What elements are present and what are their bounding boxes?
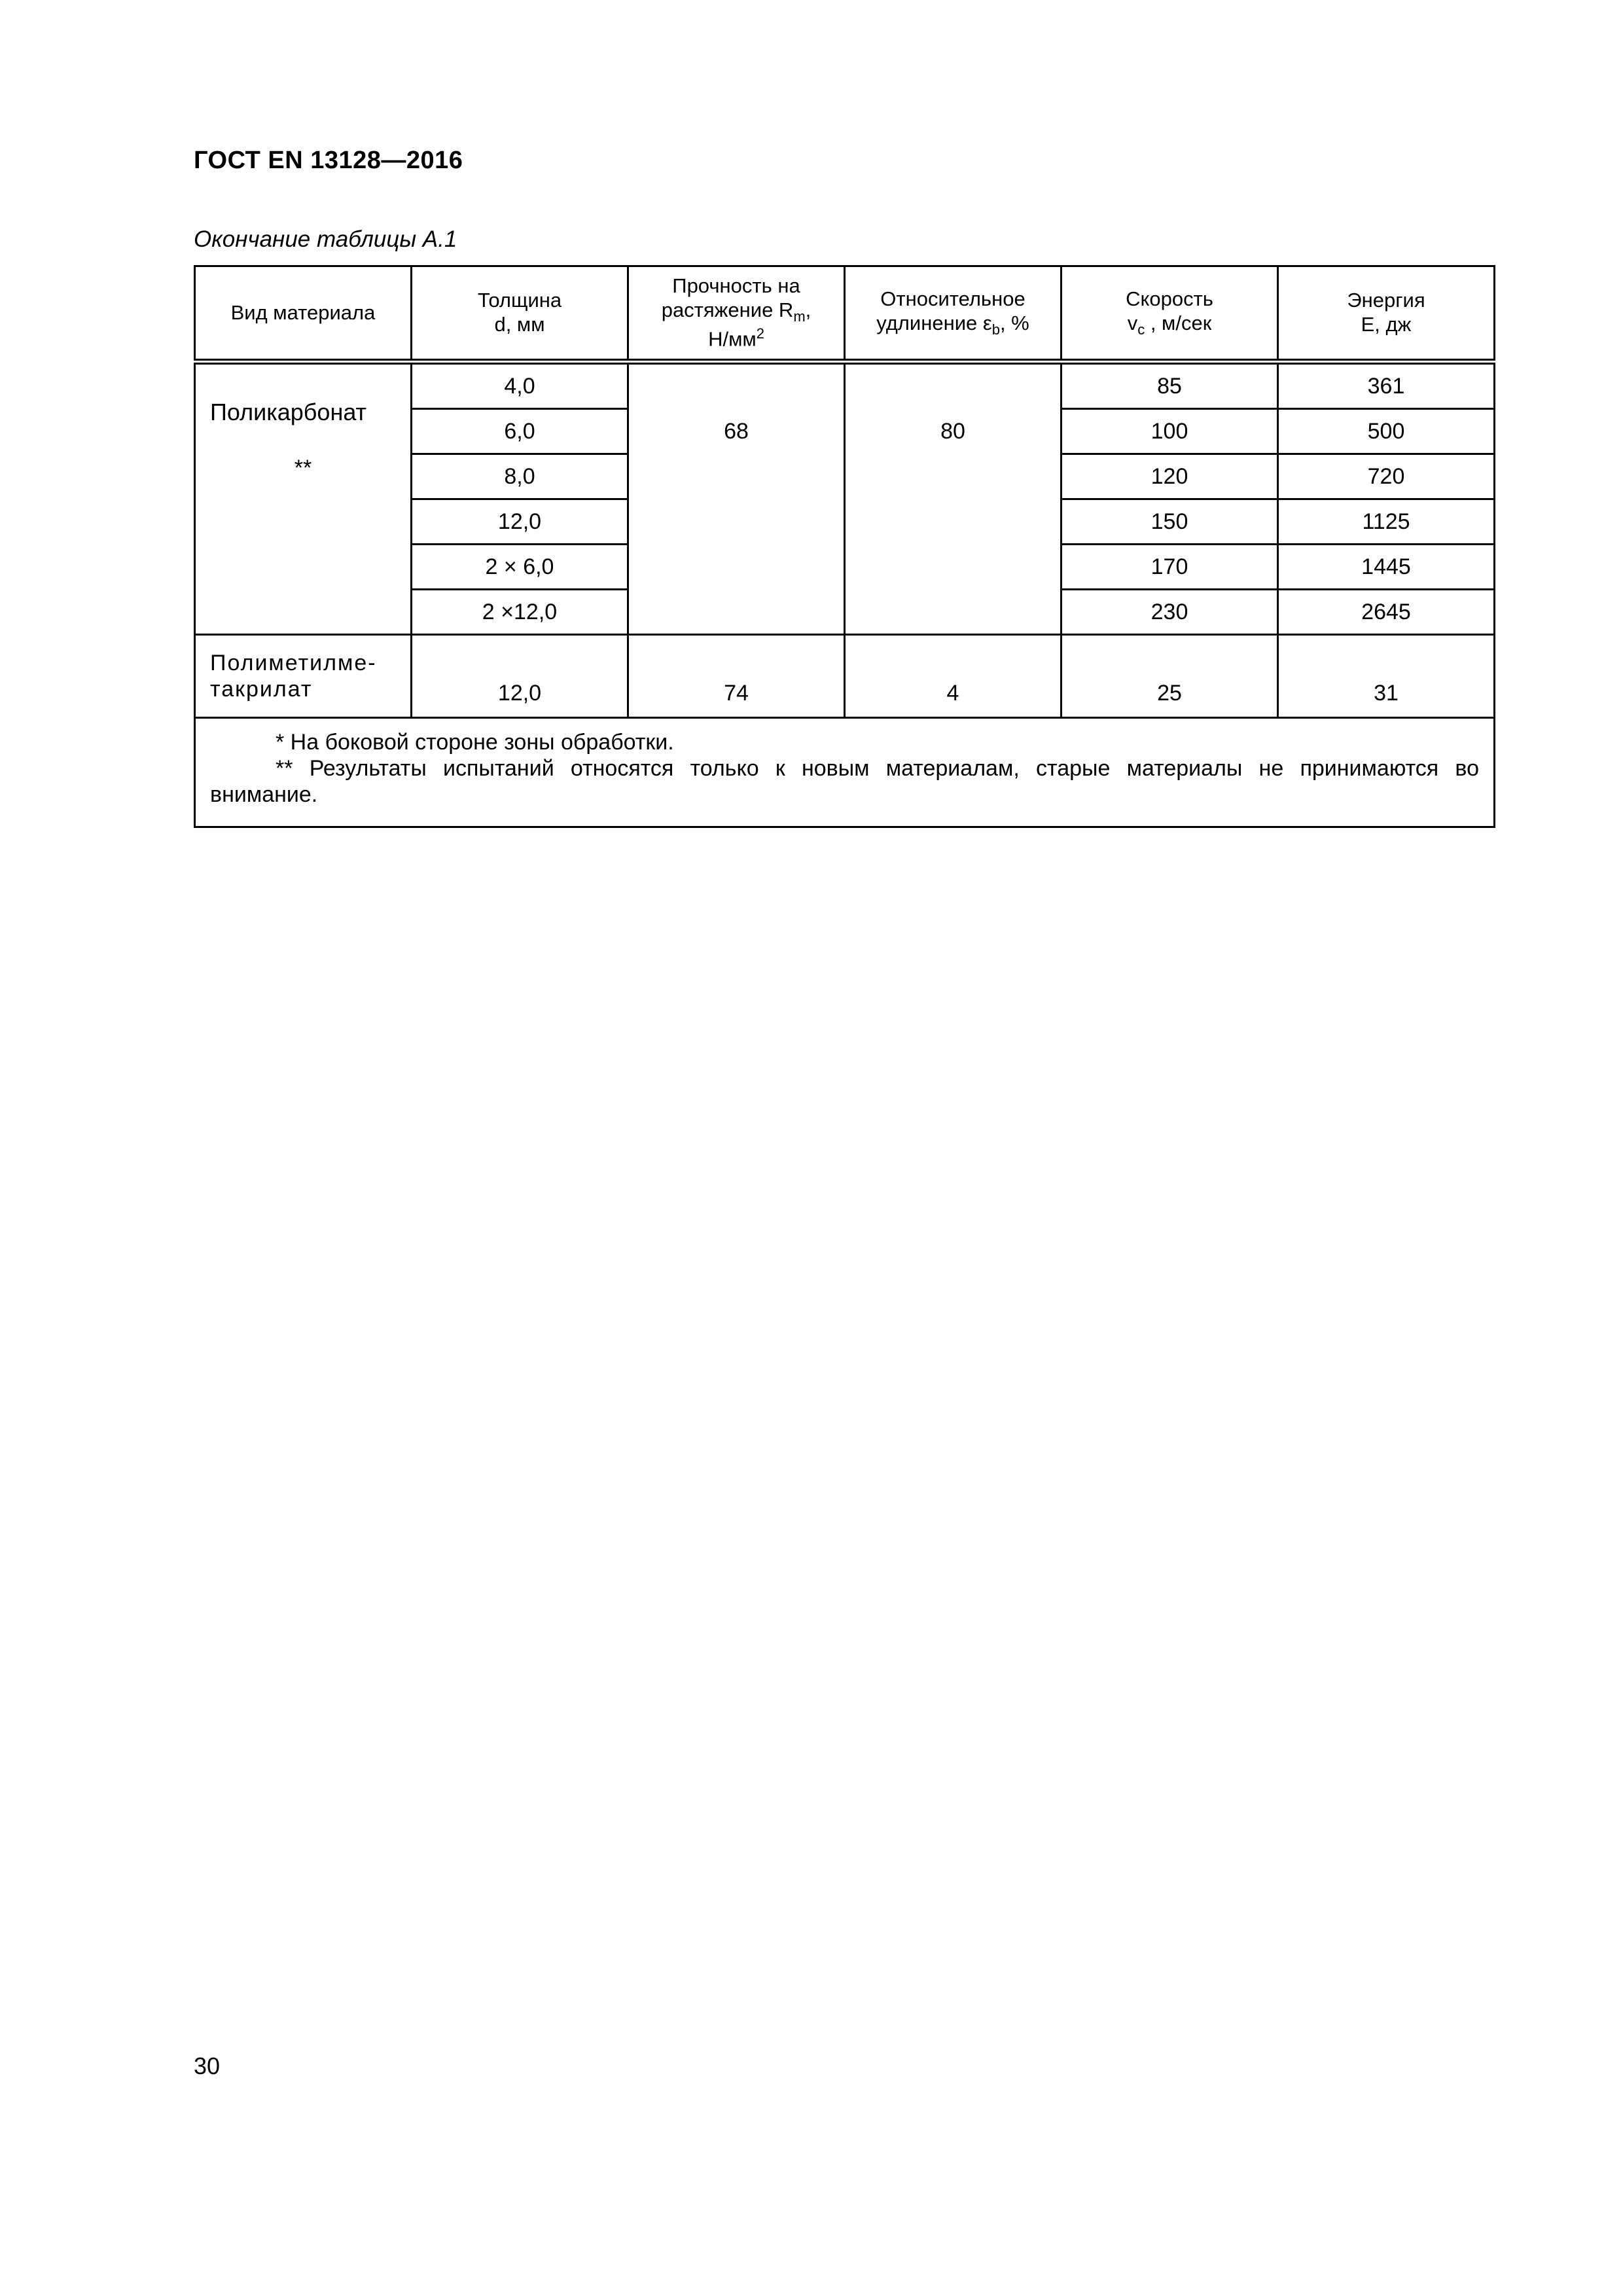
header-line: , % xyxy=(999,311,1029,334)
note-2-continuation: внимание. xyxy=(210,782,318,808)
header-line: v xyxy=(1127,311,1138,334)
header-speed xyxy=(1061,266,1278,362)
energy-cell: 2645 xyxy=(1278,590,1495,635)
header-line: удлинение ε xyxy=(876,311,992,334)
header-line: Толщина xyxy=(477,289,562,312)
speed-cell: 100 xyxy=(1061,409,1278,454)
energy-cell: 500 xyxy=(1278,409,1495,454)
strength-value: 68 xyxy=(724,419,749,444)
table-row xyxy=(195,362,1495,409)
energy-cell: 31 xyxy=(1278,635,1495,718)
header-line: , xyxy=(805,298,812,321)
strength-cell xyxy=(628,362,845,635)
energy-cell: 1125 xyxy=(1278,499,1495,545)
material-name-line: такрилат xyxy=(210,677,313,702)
header-line: растяжение R xyxy=(661,298,794,321)
header-line: Н/мм xyxy=(708,327,757,351)
speed-cell: 25 xyxy=(1061,635,1278,718)
speed-cell: 230 xyxy=(1061,590,1278,635)
header-text: Вид материала xyxy=(230,300,376,324)
speed-cell: 170 xyxy=(1061,545,1278,590)
speed-cell: 120 xyxy=(1061,454,1278,499)
footnote-mark: ** xyxy=(294,456,312,480)
thickness-cell: 2 × 6,0 xyxy=(412,545,628,590)
energy-cell: 361 xyxy=(1278,362,1495,409)
header-thickness xyxy=(412,266,628,362)
strength-cell: 74 xyxy=(628,635,845,718)
document-code-header: ГОСТ EN 13128—2016 xyxy=(194,147,463,174)
material-name-line: Полиметилме- xyxy=(210,650,377,675)
note-2: ** Результаты испытаний относятся только к новым материалам, старые материалы не принимаются во xyxy=(276,756,1479,781)
header-line: d, мм xyxy=(494,313,545,336)
header-line: , м/сек xyxy=(1145,311,1212,334)
header-subscript: b xyxy=(991,321,1000,338)
material-name: Поликарбонат xyxy=(210,399,367,425)
material-properties-table xyxy=(194,265,1495,828)
page-number: 30 xyxy=(194,2053,221,2079)
header-superscript: 2 xyxy=(756,325,764,342)
elongation-cell: 4 xyxy=(845,635,1061,718)
header-line: Энергия xyxy=(1347,289,1425,312)
thickness-cell: 8,0 xyxy=(412,454,628,499)
header-line: Прочность на xyxy=(672,274,800,298)
header-line: Скорость xyxy=(1126,287,1213,311)
elongation-cell xyxy=(845,362,1061,635)
thickness-cell: 12,0 xyxy=(412,635,628,718)
table-notes-row xyxy=(195,718,1495,827)
table-header-row xyxy=(195,266,1495,362)
header-subscript: c xyxy=(1137,321,1145,338)
thickness-cell: 2 ×12,0 xyxy=(412,590,628,635)
header-subscript: m xyxy=(793,308,806,325)
material-pmma-cell xyxy=(195,635,412,718)
table-notes xyxy=(195,718,1495,827)
thickness-cell: 4,0 xyxy=(412,362,628,409)
thickness-cell: 12,0 xyxy=(412,499,628,545)
thickness-cell: 6,0 xyxy=(412,409,628,454)
speed-cell: 150 xyxy=(1061,499,1278,545)
energy-cell: 720 xyxy=(1278,454,1495,499)
table-caption: Окончание таблицы А.1 xyxy=(194,226,457,252)
header-elongation xyxy=(845,266,1061,362)
table-row-pmma xyxy=(195,635,1495,718)
header-material-type xyxy=(195,266,412,362)
header-tensile-strength xyxy=(628,266,845,362)
header-line: E, дж xyxy=(1361,313,1412,336)
header-line: Относительное xyxy=(880,287,1026,311)
header-energy xyxy=(1278,266,1495,362)
note-1: * На боковой стороне зоны обработки. xyxy=(276,730,674,755)
material-polycarbonate-cell xyxy=(195,362,412,635)
elongation-value: 80 xyxy=(940,419,965,444)
energy-cell: 1445 xyxy=(1278,545,1495,590)
speed-cell: 85 xyxy=(1061,362,1278,409)
